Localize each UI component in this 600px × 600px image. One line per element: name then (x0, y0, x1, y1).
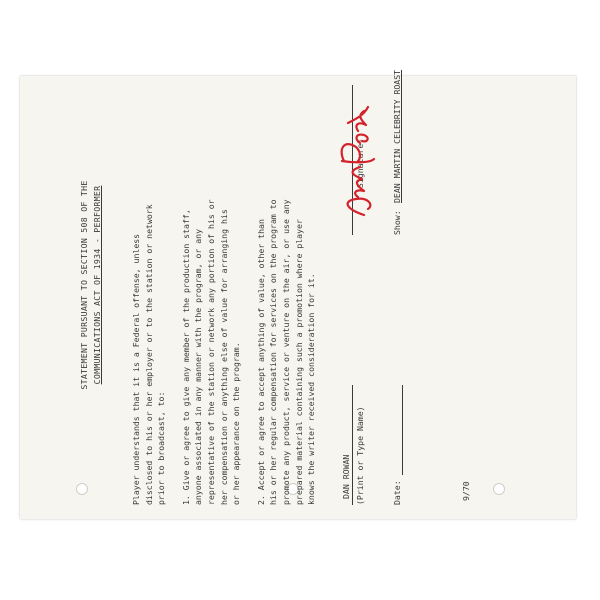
form-body (130, 75, 330, 505)
heading-line-1: STATEMENT PURSUANT TO SECTION 508 OF THE (79, 180, 89, 390)
heading-line-2: COMMUNICATIONS ACT OF 1934 - PERFORMER (91, 185, 102, 385)
printed-name-label: (Print or Type Name) (355, 406, 365, 505)
handwritten-signature (334, 99, 380, 219)
clause-1-paragraph: 1. Give or agree to give any member of the production staff, anyone associated in any manner with the program, or any representative of the station or network any portion of his or her compensation or anything else of value for arranging his or her appearance on the program. (180, 199, 242, 505)
show-label: Show: (392, 210, 402, 235)
rotated-form-content (78, 69, 488, 505)
date-line (402, 385, 403, 475)
form-heading (78, 125, 103, 445)
form-code: 9/70 (461, 481, 471, 501)
date-label: Date: (392, 480, 402, 505)
intro-paragraph: Player understands that it is a Federal offense, unless disclosed to his or her employer or to the station or network prior to broadcast, to: (131, 204, 167, 505)
signature-label: (Signature) (355, 138, 365, 193)
punch-hole-right (493, 483, 505, 495)
printed-name: DAN ROWAN (341, 454, 351, 499)
signature-block (336, 69, 486, 505)
clause-2-paragraph: 2. Accept or agree to accept anything of value, other than his or her regular compensation for services on the program to promote any product, service or venture on the air, or use any prepared material containing such a promotion where player knows the writer received consideration for it. (255, 199, 317, 505)
show-value: DEAN MARTIN CELEBRITY ROAST (392, 69, 402, 203)
